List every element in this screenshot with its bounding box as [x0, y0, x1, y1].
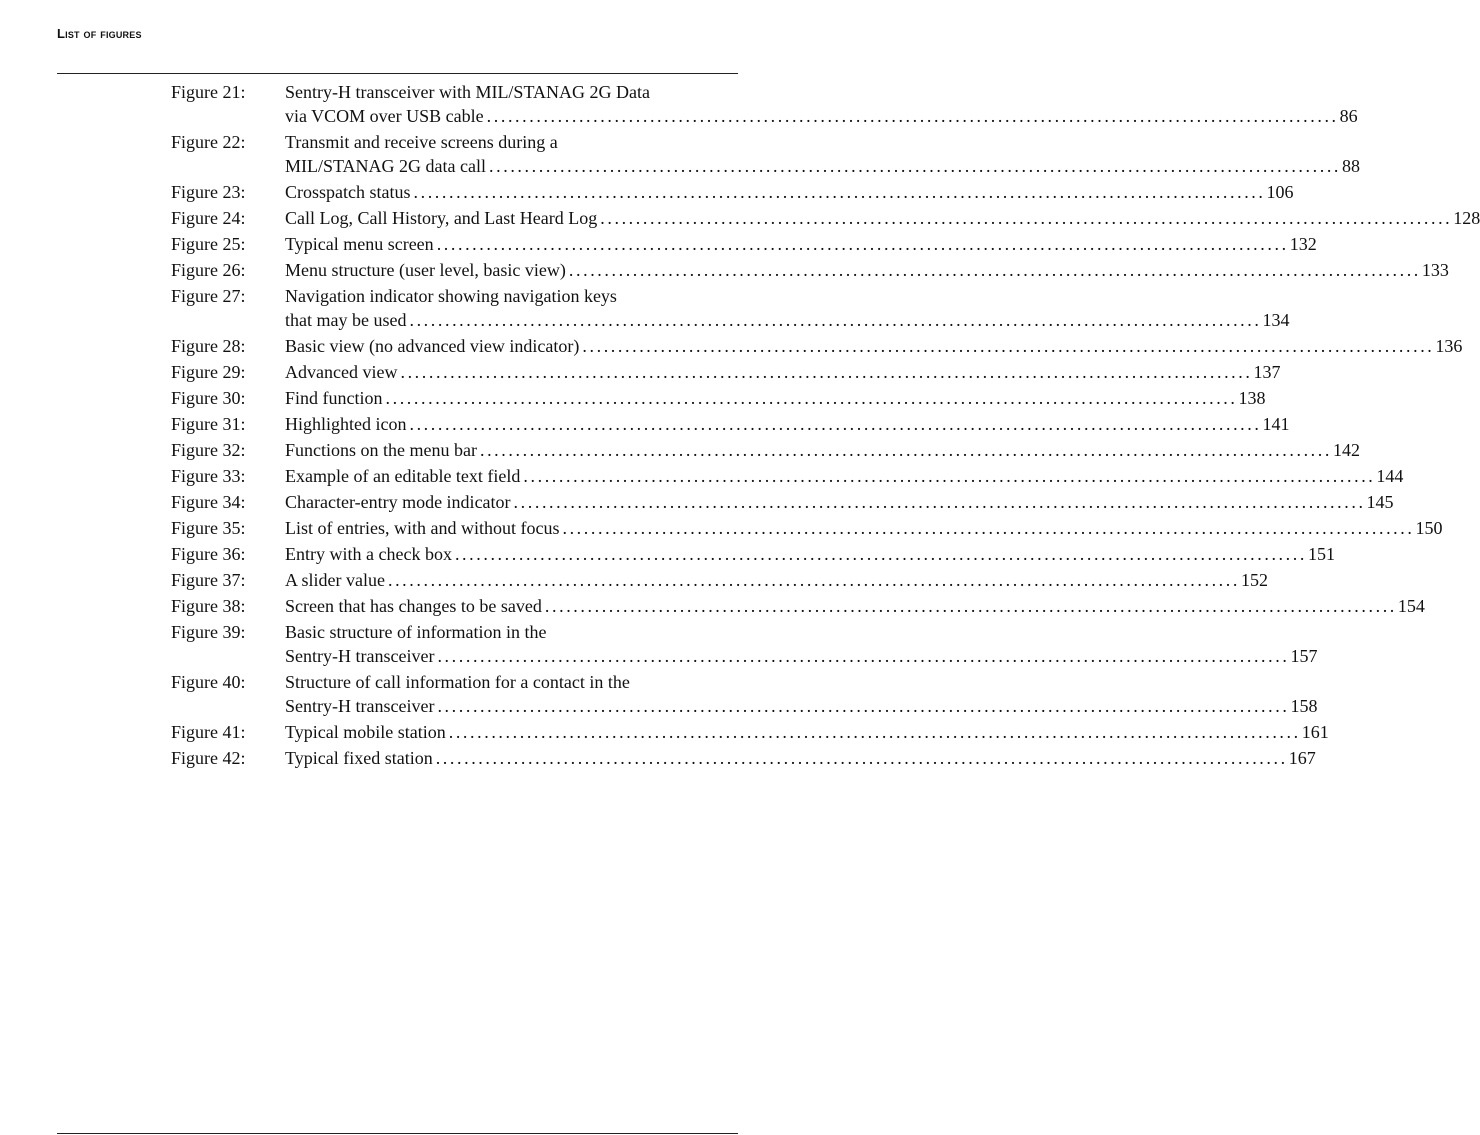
- figure-entry[interactable]: [171, 412, 1290, 436]
- dot-leader: ........................................................................................................................: [437, 696, 1290, 716]
- figure-title-line: Example of an editable text field: [285, 466, 521, 486]
- figure-title-last-line: [285, 308, 1290, 332]
- header-rule: [57, 73, 738, 74]
- figure-caption: [285, 206, 1480, 230]
- figure-caption: [285, 438, 1360, 462]
- dot-leader: ........................................................................................................................: [387, 570, 1240, 590]
- dot-leader: ........................................................................................................................: [409, 310, 1262, 330]
- figure-title-line: Entry with a check box: [285, 544, 452, 564]
- page-number[interactable]: 86: [1339, 106, 1358, 126]
- dot-leader: ........................................................................................................................: [400, 362, 1253, 382]
- dot-leader: ........................................................................................................................: [600, 208, 1453, 228]
- figure-entry[interactable]: [171, 180, 1294, 204]
- figure-entry[interactable]: [171, 206, 1480, 230]
- figure-entry[interactable]: [171, 568, 1268, 592]
- figure-entry[interactable]: [171, 360, 1281, 384]
- figure-label: Figure 22:: [171, 132, 246, 152]
- figure-title-last-line: [285, 694, 1318, 718]
- figure-label: Figure 25:: [171, 234, 246, 254]
- dot-leader: ........................................................................................................................: [437, 646, 1290, 666]
- figure-caption: [285, 516, 1443, 540]
- figure-title-last-line: [285, 594, 1425, 618]
- figure-label: Figure 39:: [171, 622, 246, 642]
- page-number[interactable]: 142: [1332, 440, 1360, 460]
- figure-title-last-line: [285, 464, 1404, 488]
- page-number[interactable]: 145: [1366, 492, 1394, 512]
- figure-caption: [285, 490, 1394, 514]
- figure-label: Figure 27:: [171, 286, 246, 306]
- figure-title-last-line: [285, 334, 1463, 358]
- figure-label: Figure 23:: [171, 182, 246, 202]
- figure-title-line: Sentry-H transceiver: [285, 696, 435, 716]
- figure-caption: [285, 568, 1268, 592]
- dot-leader: ........................................................................................................................: [568, 260, 1421, 280]
- figure-caption: [285, 180, 1294, 204]
- figure-title-line: MIL/STANAG 2G data call: [285, 156, 487, 176]
- page-number[interactable]: 134: [1262, 310, 1290, 330]
- figure-title-last-line: [285, 154, 1361, 178]
- figure-caption: [285, 232, 1317, 256]
- dot-leader: ........................................................................................................................: [454, 544, 1307, 564]
- figure-label: Figure 36:: [171, 544, 246, 564]
- dot-leader: ........................................................................................................................: [435, 748, 1288, 768]
- dot-leader: ........................................................................................................................: [479, 440, 1332, 460]
- figure-entry[interactable]: [171, 130, 1361, 178]
- figure-caption: [285, 464, 1404, 488]
- page-number[interactable]: 144: [1376, 466, 1404, 486]
- dot-leader: ........................................................................................................................: [385, 388, 1238, 408]
- page-number[interactable]: 138: [1238, 388, 1266, 408]
- figure-label: Figure 42:: [171, 748, 246, 768]
- figure-entry[interactable]: [171, 386, 1266, 410]
- page-number[interactable]: 136: [1435, 336, 1463, 356]
- footer-rule: [57, 1133, 738, 1134]
- figure-title-last-line: [285, 516, 1443, 540]
- page-number[interactable]: 161: [1301, 722, 1329, 742]
- figure-entry[interactable]: [171, 516, 1443, 540]
- dot-leader: ........................................................................................................................: [544, 596, 1397, 616]
- figure-label: Figure 38:: [171, 596, 246, 616]
- figure-title-line: List of entries, with and without focus: [285, 518, 560, 538]
- figure-entry[interactable]: [171, 438, 1360, 462]
- figure-caption: [285, 284, 1290, 332]
- figure-entry[interactable]: [171, 670, 1318, 718]
- page-number[interactable]: 157: [1290, 646, 1318, 666]
- figure-title-line: Typical fixed station: [285, 748, 433, 768]
- figure-caption: [285, 80, 1358, 128]
- figure-title-line: Structure of call information for a contact in the: [285, 672, 630, 692]
- figure-title-line: Find function: [285, 388, 383, 408]
- figure-title-line: Typical mobile station: [285, 722, 446, 742]
- figure-title-line: Sentry-H transceiver: [285, 646, 435, 666]
- figure-caption: [285, 594, 1425, 618]
- figure-caption: [285, 130, 1361, 178]
- page-number[interactable]: 154: [1397, 596, 1425, 616]
- figure-caption: [285, 334, 1463, 358]
- figure-caption: [285, 670, 1318, 718]
- figure-entry[interactable]: [171, 594, 1425, 618]
- page-number[interactable]: 158: [1290, 696, 1318, 716]
- figure-entry[interactable]: [171, 720, 1329, 744]
- figure-title-line: via VCOM over USB cable: [285, 106, 484, 126]
- running-header-title: List of figures: [57, 26, 142, 41]
- figure-title-line: Basic structure of information in the: [285, 622, 547, 642]
- page-number[interactable]: 167: [1288, 748, 1316, 768]
- page-number[interactable]: 150: [1415, 518, 1443, 538]
- page-number[interactable]: 88: [1342, 156, 1361, 176]
- dot-leader: ........................................................................................................................: [413, 182, 1266, 202]
- figure-caption: [285, 542, 1335, 566]
- figure-label: Figure 28:: [171, 336, 246, 356]
- figure-title-line: Transmit and receive screens during a: [285, 132, 558, 152]
- figure-entry[interactable]: [171, 620, 1318, 668]
- dot-leader: ........................................................................................................................: [448, 722, 1301, 742]
- figure-label: Figure 24:: [171, 208, 246, 228]
- figure-title-line: Character-entry mode indicator: [285, 492, 511, 512]
- figure-title-last-line: [285, 412, 1290, 436]
- figure-entry[interactable]: [171, 284, 1290, 332]
- figure-title-line: Functions on the menu bar: [285, 440, 477, 460]
- figure-title-line: Basic view (no advanced view indicator): [285, 336, 580, 356]
- figure-title-last-line: [285, 720, 1329, 744]
- figure-caption: [285, 386, 1266, 410]
- figure-label: Figure 40:: [171, 672, 246, 692]
- figure-title-line: Screen that has changes to be saved: [285, 596, 542, 616]
- figure-title-last-line: [285, 360, 1281, 384]
- figure-caption: [285, 720, 1329, 744]
- figure-title-line: Highlighted icon: [285, 414, 407, 434]
- figure-entry[interactable]: [171, 746, 1316, 770]
- figure-title-last-line: [285, 232, 1317, 256]
- figure-entry[interactable]: [171, 542, 1335, 566]
- figure-label: Figure 32:: [171, 440, 246, 460]
- page-number[interactable]: 133: [1421, 260, 1449, 280]
- figure-caption: [285, 360, 1281, 384]
- dot-leader: ........................................................................................................................: [436, 234, 1289, 254]
- page-number[interactable]: 128: [1453, 208, 1480, 228]
- figure-title-line: Typical menu screen: [285, 234, 434, 254]
- figure-title-last-line: [285, 568, 1268, 592]
- figure-caption: [285, 620, 1318, 668]
- figure-title-line: Call Log, Call History, and Last Heard Log: [285, 208, 598, 228]
- figure-title-last-line: [285, 258, 1449, 282]
- figure-title-last-line: [285, 438, 1360, 462]
- figure-label: Figure 31:: [171, 414, 246, 434]
- figure-label: Figure 41:: [171, 722, 246, 742]
- figure-title-last-line: [285, 104, 1358, 128]
- figure-label: Figure 30:: [171, 388, 246, 408]
- figure-label: Figure 35:: [171, 518, 246, 538]
- figure-title-line: Sentry-H transceiver with MIL/STANAG 2G Data: [285, 82, 650, 102]
- figure-label: Figure 26:: [171, 260, 246, 280]
- figure-entry[interactable]: [171, 464, 1404, 488]
- figure-entry[interactable]: [171, 490, 1394, 514]
- dot-leader: ........................................................................................................................: [489, 156, 1342, 176]
- figure-caption: [285, 258, 1449, 282]
- figure-label: Figure 33:: [171, 466, 246, 486]
- dot-leader: ........................................................................................................................: [513, 492, 1366, 512]
- figure-title-line: that may be used: [285, 310, 407, 330]
- dot-leader: ........................................................................................................................: [486, 106, 1339, 126]
- figure-entry[interactable]: [171, 258, 1449, 282]
- figure-entry[interactable]: [171, 334, 1463, 358]
- figure-title-line: Menu structure (user level, basic view): [285, 260, 566, 280]
- dot-leader: ........................................................................................................................: [409, 414, 1262, 434]
- figure-title-last-line: [285, 386, 1266, 410]
- figure-title-line: A slider value: [285, 570, 385, 590]
- dot-leader: ........................................................................................................................: [523, 466, 1376, 486]
- figure-caption: [285, 412, 1290, 436]
- figure-entry[interactable]: [171, 80, 1358, 128]
- figure-label: Figure 29:: [171, 362, 246, 382]
- figure-entry[interactable]: [171, 232, 1317, 256]
- figure-title-line: Crosspatch status: [285, 182, 411, 202]
- figure-list: [171, 80, 1480, 772]
- figure-caption: [285, 746, 1316, 770]
- page-number[interactable]: 151: [1307, 544, 1335, 564]
- figure-title-last-line: [285, 180, 1294, 204]
- page-number[interactable]: 152: [1240, 570, 1268, 590]
- page-number[interactable]: 137: [1253, 362, 1281, 382]
- figure-title-line: Advanced view: [285, 362, 398, 382]
- figure-label: Figure 21:: [171, 82, 246, 102]
- figure-title-last-line: [285, 644, 1318, 668]
- figure-title-last-line: [285, 490, 1394, 514]
- figure-title-last-line: [285, 746, 1316, 770]
- dot-leader: ........................................................................................................................: [562, 518, 1415, 538]
- figure-title-line: Navigation indicator showing navigation keys: [285, 286, 617, 306]
- figure-title-last-line: [285, 542, 1335, 566]
- dot-leader: ........................................................................................................................: [582, 336, 1435, 356]
- page-number[interactable]: 141: [1262, 414, 1290, 434]
- figure-title-last-line: [285, 206, 1480, 230]
- page-number[interactable]: 106: [1266, 182, 1294, 202]
- figure-label: Figure 34:: [171, 492, 246, 512]
- figure-label: Figure 37:: [171, 570, 246, 590]
- page-number[interactable]: 132: [1289, 234, 1317, 254]
